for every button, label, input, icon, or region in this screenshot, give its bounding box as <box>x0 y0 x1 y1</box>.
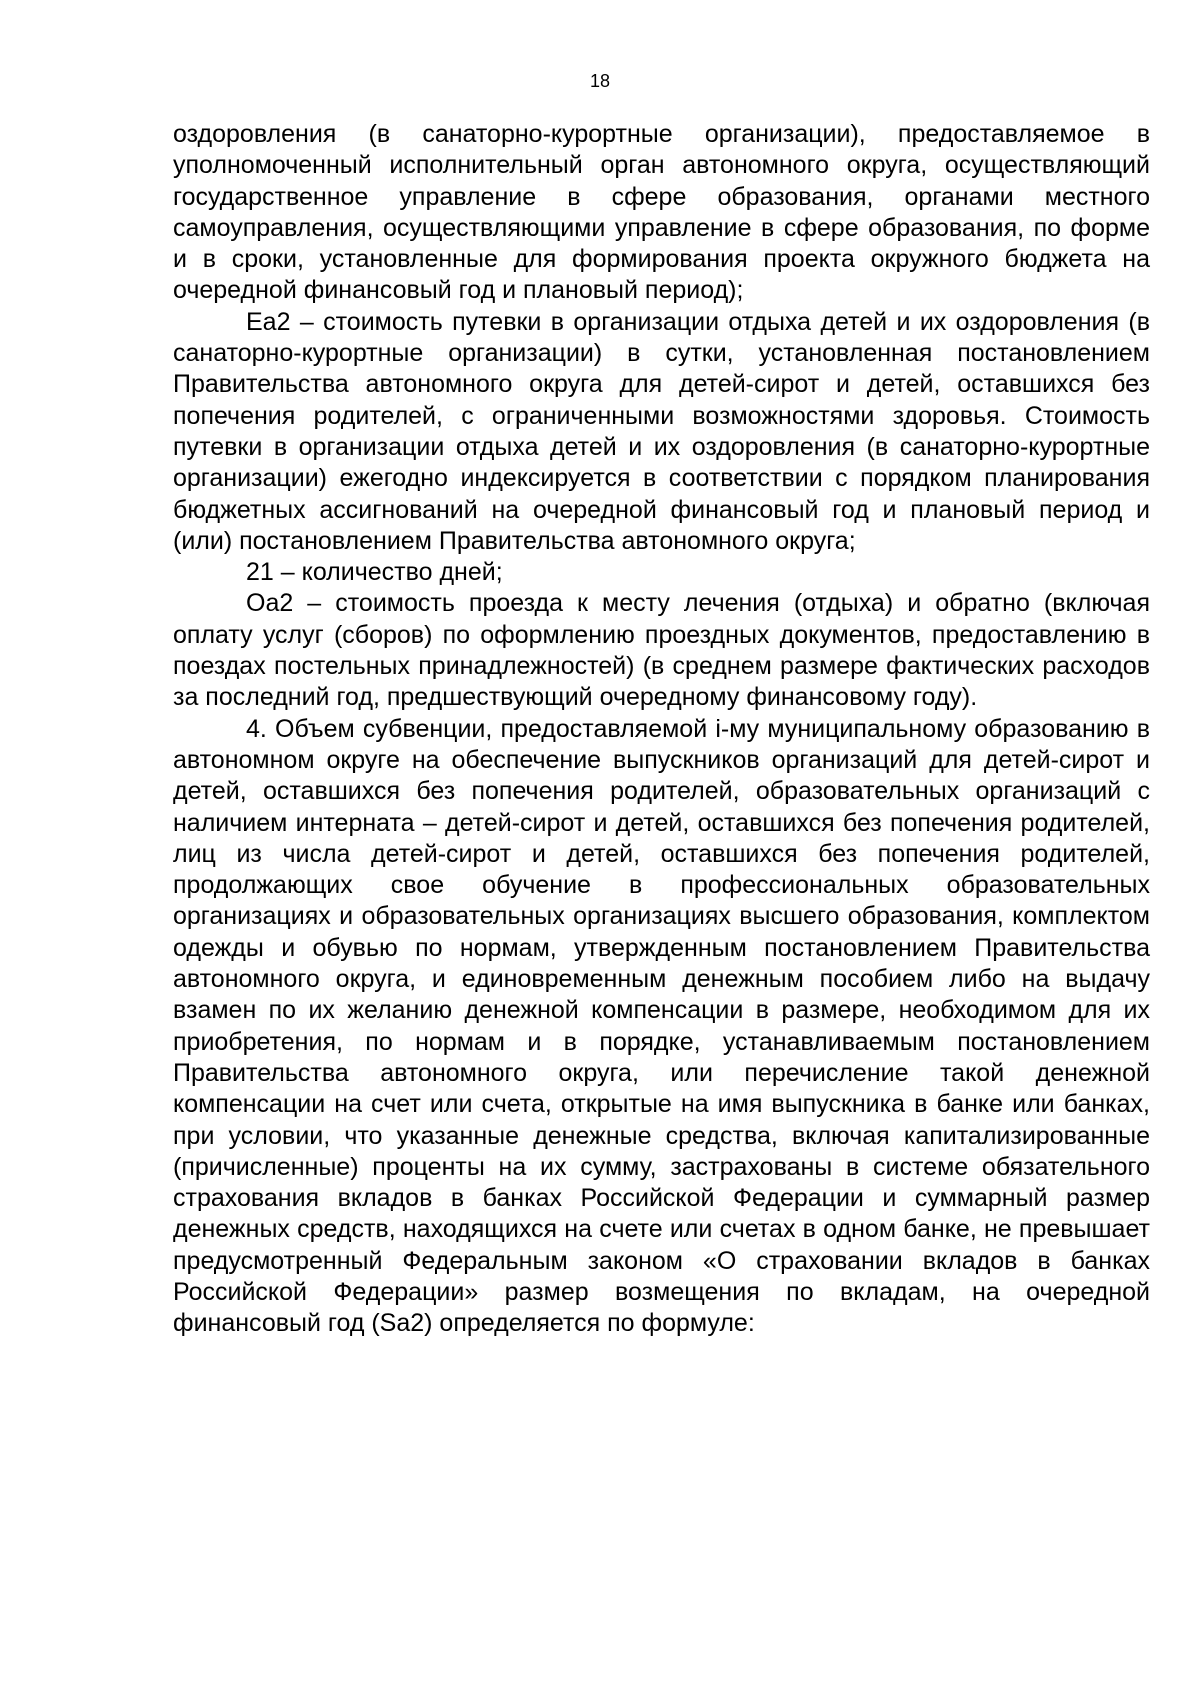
paragraph-oa2-definition: Оа2 – стоимость проезда к месту лечения (отдыха) и обратно (включая оплату услуг (сборов) по оформлению проездных документов, предоставлению в поездах постельных принадлежностей) (в среднем размере фактических расходов за последний год, предшествующий очередному финансовому году). <box>173 589 1150 712</box>
paragraph-item-4: 4. Объем субвенции, предоставляемой i-му муниципальному образованию в автономном округе на обеспечение выпускников организаций для детей-сирот и детей, оставшихся без попечения родителей, образовательных организаций с наличием интерната – детей-сирот и детей, оставшихся без попечения родителей, лиц из числа детей-сирот и детей, оставшихся без попечения родителей, продолжающих свое обучение в профессиональных образовательных организациях и образовательных организациях высшего образования, комплектом одежды и обувью по нормам, утвержденным постановлением Правительства автономного округа, и единовременным денежным пособием либо на выдачу взамен по их желанию денежной компенсации в размере, необходимом для их приобретения, по нормам и в порядке, устанавливаемым постановлением Правительства автономного округа, или перечисление такой денежной компенсации на счет или счета, открытые на имя выпускника в банке или банках, при условии, что указанные денежные средства, включая капитализированные (причисленные) проценты на их сумму, застрахованы в системе обязательного страхования вкладов в банках Российской Федерации и суммарный размер денежных средств, находящихся на счете или счетах в одном банке, не превышает предусмотренный Федеральным законом «О страховании вкладов в банках Российской Федерации» размер возмещения по вкладам, на очередной финансовый год (Sa2) определяется по формуле: <box>173 714 1150 1338</box>
document-body <box>173 119 1150 1340</box>
page-number: 18 <box>589 71 611 91</box>
paragraph-days-definition: 21 – количество дней; <box>246 558 503 587</box>
paragraph-continuation: оздоровления (в санаторно-курортные организации), предоставляемое в уполномоченный исполнительный орган автономного округа, осуществляющий государственное управление в сфере образования, органами местного самоуправления, осуществляющими управление в сфере образования, по форме и в сроки, установленные для формирования проекта окружного бюджета на очередной финансовый год и плановый период); <box>173 120 1150 305</box>
paragraph-ea2-definition: Еа2 – стоимость путевки в организации отдыха детей и их оздоровления (в санаторно-курортные организации) в сутки, установленная постановлением Правительства автономного округа для детей-сирот и детей, оставшихся без попечения родителей, с ограниченными возможностями здоровья. Стоимость путевки в организации отдыха детей и их оздоровления (в санаторно-курортные организации) ежегодно индексируется в соответствии с порядком планирования бюджетных ассигнований на очередной финансовый год и плановый период и (или) постановлением Правительства автономного округа; <box>173 307 1150 555</box>
